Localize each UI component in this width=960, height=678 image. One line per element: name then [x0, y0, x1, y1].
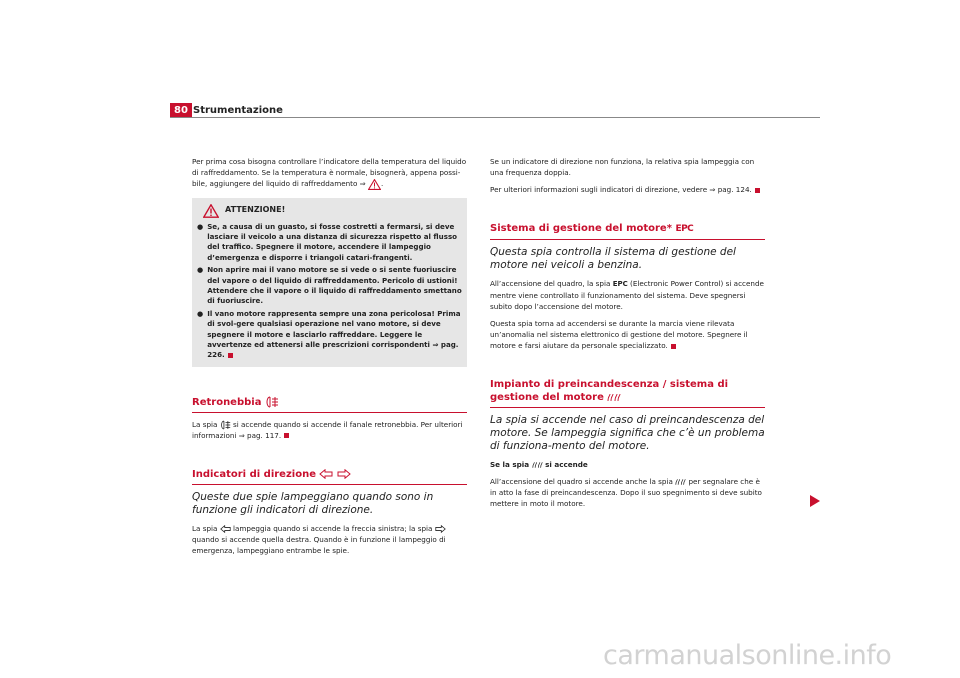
- running-title: Strumentazione: [193, 105, 283, 116]
- epc-paragraph-2: [490, 318, 765, 351]
- epc-text-a: All’accensione del quadro, la spia: [490, 279, 611, 288]
- warning-triangle-icon: [203, 204, 219, 218]
- warning-title: ATTENZIONE!: [225, 205, 286, 215]
- rear-fog-light-icon: [220, 420, 231, 430]
- epc-intro: Questa spia controlla il sistema di gestione del motore nei veicoli a benzina.: [490, 246, 736, 271]
- warning-item: [197, 265, 462, 307]
- rear-fog-light-icon: [265, 396, 279, 408]
- warning-item: [197, 222, 462, 264]
- epc-icon: EPC: [675, 224, 694, 234]
- left-column: [192, 156, 467, 562]
- section-title: Retronebbia: [192, 396, 262, 408]
- section-end-marker: [755, 188, 760, 193]
- right-column: [490, 156, 765, 515]
- glow-text-a: All’accensione del quadro si accende anche la spia: [490, 477, 673, 486]
- turn-signal-right-icon: [337, 469, 351, 479]
- glow-plug-paragraph: [490, 476, 765, 509]
- indicatori-intro: Queste due spie lampeggiano quando sono in funzione gli indicatori di direzione.: [192, 490, 434, 516]
- glow-sub-b: si accende: [545, 460, 588, 469]
- glow-plug-intro: La spia si accende nel caso di preincandescenza del motore. Se lampeggia significa che c’è un problema di funziona-mento del motore.: [490, 414, 765, 452]
- section-title: Impianto di preincandescenza / sistema di gestione del motore: [490, 379, 729, 403]
- turn-signal-left-icon: [220, 525, 231, 533]
- turn-signal-paragraph: Se un indicatore di direzione non funziona, la relativa spia lampeggia con una frequenza doppia.: [490, 157, 755, 177]
- turn-signal-right-icon: [435, 525, 446, 533]
- warning-triangle-icon: [368, 179, 381, 190]
- warning-item: [197, 309, 462, 361]
- warning-item-text: Non aprire mai il vano motore se si vede o si sente fuoriuscire del vapore o del liquido di raffreddamento. Pericolo di ustioni! Attendere che il vapore o il liquido di raffreddamento smettano di fuoriuscire.: [207, 265, 462, 306]
- section-title: Sistema di gestione del motore*: [490, 223, 672, 234]
- turn-signal-reference-text: Per ulteriori informazioni sugli indicatori di direzione, vedere ⇒ pag. 124.: [490, 185, 752, 194]
- glow-plug-subheading: [490, 459, 765, 470]
- header-rule: [170, 117, 820, 118]
- warning-item-text: [207, 309, 462, 361]
- coolant-paragraph: Per prima cosa bisogna controllare l’indicatore della temperatura del liquido di raffreddamento. Se la temperatura è normale, bisognerà, appena possi-bile, aggiungere del liquido di raffreddamento ⇒ .: [192, 157, 467, 188]
- warning-item-text: Se, a causa di un guasto, si fosse costretti a fermarsi, si deve lasciare il veicolo a una distanza di sicurezza rispetto al flusso del traffico. Spegnere il motore, accendere il lampeggio d’emergenza e disporre i triangoli catari-frangenti.: [207, 221, 458, 262]
- warning-item-text-main: Il vano motore rappresenta sempre una zona pericolosa! Prima di svol-gere qualsiasi operazione nel vano motore, si deve spegnere il motore e lasciarlo raffreddare. Leggere le avvertenze ed attenersi alle prescrizioni corrispondenti ⇒ pag. 226.: [207, 308, 461, 360]
- turn-signal-reference: [490, 184, 765, 195]
- glow-plug-icon: [607, 393, 621, 402]
- section-title: Indicatori di direzione: [192, 468, 316, 480]
- indicatori-paragraph: [192, 523, 467, 556]
- section-end-marker: [228, 353, 233, 358]
- next-page-arrow-icon[interactable]: [810, 495, 820, 507]
- warning-box: [192, 198, 467, 367]
- glow-plug-icon: [532, 461, 543, 469]
- coolant-text: Per prima cosa bisogna controllare l’indicatore della temperatura del liquido di raffreddamento. Se la temperatura è normale, bisognerà, appena possi-bile, aggiungere del liquido di raffreddamento ⇒: [192, 157, 467, 188]
- warning-header: [203, 204, 462, 218]
- section-heading-retronebbia: [192, 396, 467, 413]
- indicatori-text-a: La spia: [192, 523, 218, 533]
- glow-sub-a: Se la spia: [490, 460, 530, 469]
- turn-signal-left-icon: [319, 469, 333, 479]
- glow-text-b: per segnalare che è in atto la fase di preincandescenza. Dopo il suo spegnimento si deve subito mettere in moto il motore.: [490, 477, 762, 508]
- bullet-icon: ●: [197, 221, 204, 231]
- retro-text-a: La spia: [192, 419, 218, 429]
- glow-plug-icon: [675, 478, 686, 486]
- indicatori-text-b: lampeggia quando si accende la freccia sinistra; la spia: [233, 523, 433, 533]
- page-number: 80: [174, 105, 188, 116]
- epc-text-c: Questa spia torna ad accendersi se durante la marcia viene rilevata un’anomalia nel sistema elettronico di gestione del motore. Spegnere il motore e farsi aiutare da personale specializzato.: [490, 319, 748, 350]
- epc-paragraph-1: [490, 278, 765, 312]
- section-heading-indicatori: [192, 468, 467, 485]
- section-heading-epc: [490, 222, 765, 240]
- bullet-icon: ●: [197, 265, 204, 275]
- section-end-marker: [284, 433, 289, 438]
- epc-icon: EPC: [612, 280, 628, 288]
- retro-text-b: si accende quando si accende il fanale retronebbia. Per ulteriori informazioni ⇒ pag. 117.: [192, 419, 463, 440]
- watermark: carmanualsonline.info: [603, 640, 892, 671]
- section-end-marker: [671, 344, 676, 349]
- section-heading-glow-plug: [490, 378, 765, 408]
- indicatori-text-c: quando si accende quella destra. Quando è in funzione il lampeggio di emergenza, lampeggiano entrambe le spie.: [192, 534, 446, 555]
- bullet-icon: ●: [197, 308, 204, 318]
- epc-text-b: (Electronic Power Control) si accende mentre viene controllato il funzionamento del sistema. Deve spegnersi subito dopo l’accensione del motore.: [490, 279, 764, 311]
- retronebbia-paragraph: [192, 419, 467, 441]
